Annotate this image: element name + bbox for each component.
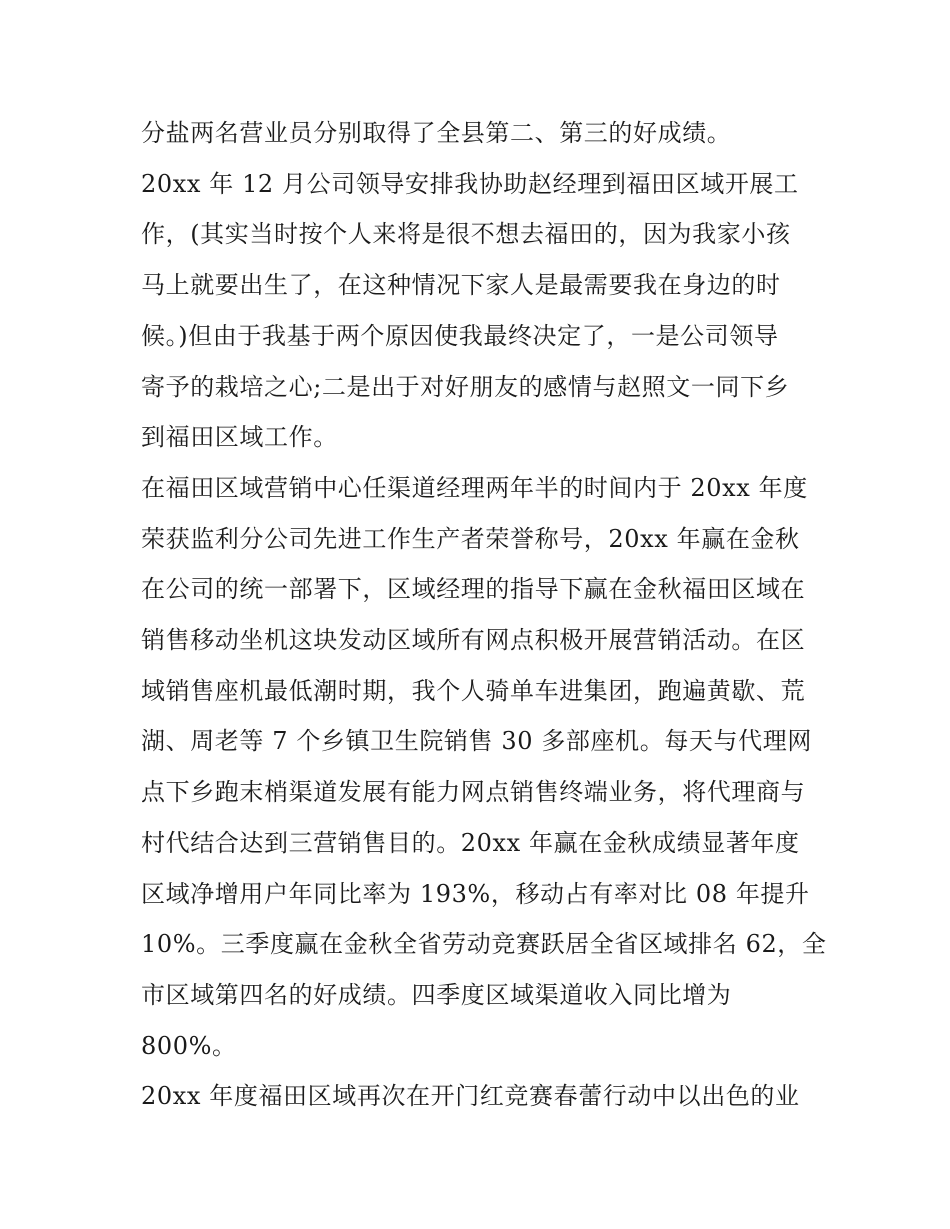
text-line: 寄予的栽培之心;二是出于对好朋友的感情与赵照文一同下乡 [141,372,790,401]
text-line: 10%。三季度赢在金秋全省劳动竞赛跃居全省区域排名 62，全 [141,930,827,959]
text-line: 到福田区域工作。 [141,423,338,452]
text-line: 区域净增用户年同比率为 193%，移动占有率对比 08 年提升 [141,879,810,908]
text-line: 候。)但由于我基于两个原因使我最终决定了，一是公司领导 [141,321,779,350]
document-body [141,108,827,1122]
text-line: 20xx 年 12 月公司领导安排我协助赵经理到福田区域开展工 [141,169,799,198]
text-line: 作，(其实当时按个人来将是很不想去福田的，因为我家小孩 [141,220,791,249]
text-line: 荣获监利分公司先进工作生产者荣誉称号，20xx 年赢在金秋 [141,524,800,553]
text-line: 20xx 年度福田区域再次在开门红竞赛春蕾行动中以出色的业 [141,1082,800,1111]
text-line: 在福田区域营销中心任渠道经理两年半的时间内于 20xx 年度 [141,473,808,502]
text-line: 域销售座机最低潮时期，我个人骑单车进集团，跑遍黄歇、荒 [141,676,806,705]
text-line: 市区域第四名的好成绩。四季度区域渠道收入同比增为 [141,980,732,1009]
text-line: 点下乡跑末梢渠道发展有能力网点销售终端业务，将代理商与 [141,778,806,807]
text-line: 马上就要出生了，在这种情况下家人是最需要我在身边的时 [141,271,781,300]
text-line: 湖、周老等 7 个乡镇卫生院销售 30 多部座机。每天与代理网 [141,727,812,756]
text-line: 销售移动坐机这块发动区域所有网点积极开展营销活动。在区 [141,626,806,655]
text-line: 分盐两名营业员分别取得了全县第二、第三的好成绩。 [141,119,732,147]
text-line: 村代结合达到三营销售目的。20xx 年赢在金秋成绩显著年度 [141,828,800,857]
text-line: 800%。 [141,1031,237,1060]
text-line: 在公司的统一部署下，区域经理的指导下赢在金秋福田区域在 [141,575,806,604]
